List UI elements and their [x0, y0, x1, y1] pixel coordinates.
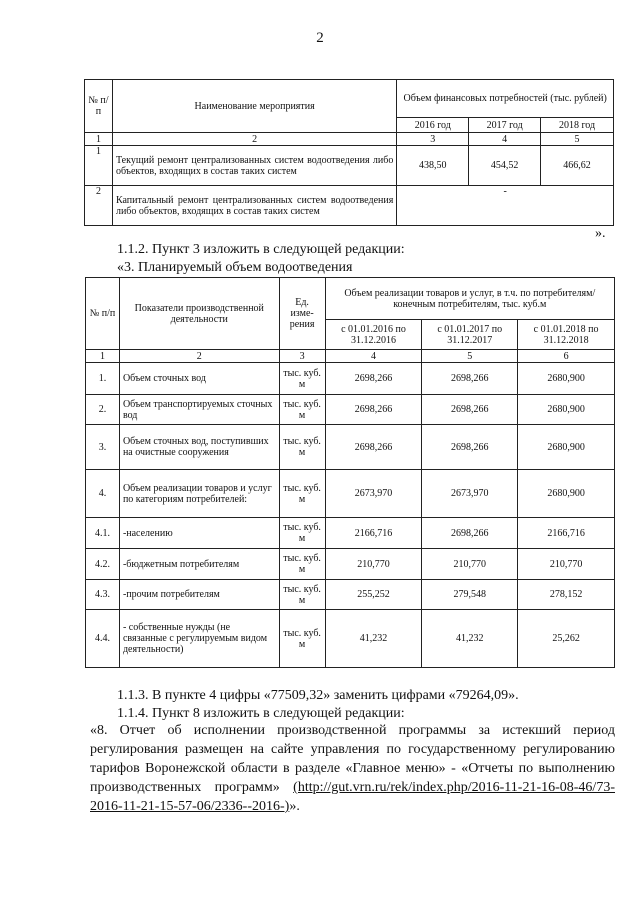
- row-no: 4.2.: [86, 549, 120, 580]
- paragraph-8-end: ».: [289, 799, 300, 814]
- row-unit: тыс. куб. м: [279, 610, 325, 668]
- col-header-unit: Ед. изме- рения: [279, 278, 325, 350]
- index-cell: 2: [112, 133, 396, 146]
- index-cell: 4: [469, 133, 541, 146]
- wastewater-volume-table: [85, 277, 615, 668]
- paragraph-1-1-4: 1.1.4. Пункт 8 изложить в следующей редакции:: [117, 706, 405, 721]
- index-cell: 3: [279, 350, 325, 363]
- value-cell: 210,770: [325, 549, 422, 580]
- value-cell: 41,232: [325, 610, 422, 668]
- value-cell: 2698,266: [422, 363, 518, 395]
- value-cell: 2680,900: [518, 395, 615, 425]
- page-number: 2: [316, 30, 324, 46]
- index-cell: 5: [422, 350, 518, 363]
- row-no: 4.1.: [86, 518, 120, 549]
- index-cell: 4: [325, 350, 422, 363]
- col-header-group: Объем реализации товаров и услуг, в т.ч. по потребителям/ конечным потребителям, тыс. куб.м: [325, 278, 614, 320]
- value-cell: 278,152: [518, 580, 615, 610]
- value-cell: 2166,716: [325, 518, 422, 549]
- value-cell: 2698,266: [325, 395, 422, 425]
- financial-needs-table: [84, 79, 614, 226]
- value-dash: -: [397, 186, 614, 226]
- row-no: 4.3.: [86, 580, 120, 610]
- year-header: 2017 год: [469, 118, 541, 133]
- period-header: с 01.01.2017 по 31.12.2017: [422, 320, 518, 350]
- col-header-indicator: Показатели производственной деятельности: [119, 278, 279, 350]
- value-cell: 466,62: [541, 146, 614, 186]
- table-row: [86, 580, 615, 610]
- value-cell: 210,770: [422, 549, 518, 580]
- row-name: -населению: [119, 518, 279, 549]
- table-row: [86, 549, 615, 580]
- index-cell: 6: [518, 350, 615, 363]
- value-cell: 454,52: [469, 146, 541, 186]
- row-name: Объем реализации товаров и услуг по категориям потребителей:: [119, 470, 279, 518]
- value-cell: 2698,266: [422, 395, 518, 425]
- section-title: «3. Планируемый объем водоотведения: [117, 260, 353, 275]
- row-no: 4.4.: [86, 610, 120, 668]
- value-cell: 2680,900: [518, 470, 615, 518]
- table-row: [86, 610, 615, 668]
- period-header: с 01.01.2016 по 31.12.2016: [325, 320, 422, 350]
- section-line: 1.1.2. Пункт 3 изложить в следующей редакции:: [117, 242, 405, 257]
- index-cell: 3: [397, 133, 469, 146]
- table-row: [86, 395, 615, 425]
- col-header-no: № п/п: [85, 80, 113, 133]
- col-header-group: Объем финансовых потребностей (тыс. рублей): [397, 80, 614, 118]
- value-cell: 210,770: [518, 549, 615, 580]
- paragraph-8-text: «8. Отчет об исполнении производственной программы за истекший период регулирования размещен на сайте управления по государственному регулированию тарифов Воронежской области в разделе «Главное меню» - «Отчеты по выполнению производственных программ»: [90, 723, 615, 795]
- row-name: -бюджетным потребителям: [119, 549, 279, 580]
- row-name: -прочим потребителям: [119, 580, 279, 610]
- row-no: 2.: [86, 395, 120, 425]
- table-row: [86, 518, 615, 549]
- row-unit: тыс. куб. м: [279, 580, 325, 610]
- row-unit: тыс. куб. м: [279, 549, 325, 580]
- row-no: 1.: [86, 363, 120, 395]
- row-unit: тыс. куб. м: [279, 395, 325, 425]
- value-cell: 41,232: [422, 610, 518, 668]
- row-name: Объем сточных вод: [119, 363, 279, 395]
- year-header: 2016 год: [397, 118, 469, 133]
- paragraph-1-1-3: 1.1.3. В пункте 4 цифры «77509,32» заменить цифрами «79264,09».: [117, 688, 519, 703]
- col-header-no: № п/п: [86, 278, 120, 350]
- paragraph-8: [90, 721, 615, 816]
- value-cell: 2698,266: [422, 425, 518, 470]
- index-cell: 5: [541, 133, 614, 146]
- row-no: 2: [85, 186, 113, 226]
- index-cell: 1: [85, 133, 113, 146]
- table-row: [86, 363, 615, 395]
- row-name: Объем сточных вод, поступивших на очистные сооружения: [119, 425, 279, 470]
- row-unit: тыс. куб. м: [279, 425, 325, 470]
- row-no: 4.: [86, 470, 120, 518]
- report-link[interactable]: (http://gut.vrn.ru/rek/index.php/2016-11-21-16-08-46/73-2016-11-21-15-57-06/2336--2016-): [90, 780, 615, 814]
- table-row: [85, 146, 614, 186]
- row-unit: тыс. куб. м: [279, 363, 325, 395]
- index-cell: 1: [86, 350, 120, 363]
- row-name: - собственные нужды (не связанные с регулируемым видом деятельности): [119, 610, 279, 668]
- value-cell: 2698,266: [422, 518, 518, 549]
- value-cell: 2673,970: [325, 470, 422, 518]
- table-row: [86, 470, 615, 518]
- year-header: 2018 год: [541, 118, 614, 133]
- value-cell: 2680,900: [518, 363, 615, 395]
- row-unit: тыс. куб. м: [279, 470, 325, 518]
- row-name: Объем транспортируемых сточных вод: [119, 395, 279, 425]
- value-cell: 2166,716: [518, 518, 615, 549]
- period-header: с 01.01.2018 по 31.12.2018: [518, 320, 615, 350]
- value-cell: 25,262: [518, 610, 615, 668]
- value-cell: 279,548: [422, 580, 518, 610]
- table-row: [86, 425, 615, 470]
- value-cell: 2673,970: [422, 470, 518, 518]
- table-row: [85, 186, 614, 226]
- row-unit: тыс. куб. м: [279, 518, 325, 549]
- row-no: 1: [85, 146, 113, 186]
- value-cell: 255,252: [325, 580, 422, 610]
- value-cell: 2698,266: [325, 363, 422, 395]
- value-cell: 2698,266: [325, 425, 422, 470]
- value-cell: 438,50: [397, 146, 469, 186]
- row-name: Капитальный ремонт централизованных систем водоотведения либо объектов, входящих в состав таких систем: [112, 186, 396, 226]
- index-cell: 2: [119, 350, 279, 363]
- row-no: 3.: [86, 425, 120, 470]
- value-cell: 2680,900: [518, 425, 615, 470]
- close-quote: ».: [595, 226, 606, 241]
- col-header-name: Наименование мероприятия: [112, 80, 396, 133]
- row-name: Текущий ремонт централизованных систем водоотведения либо объектов, входящих в состав таких систем: [112, 146, 396, 186]
